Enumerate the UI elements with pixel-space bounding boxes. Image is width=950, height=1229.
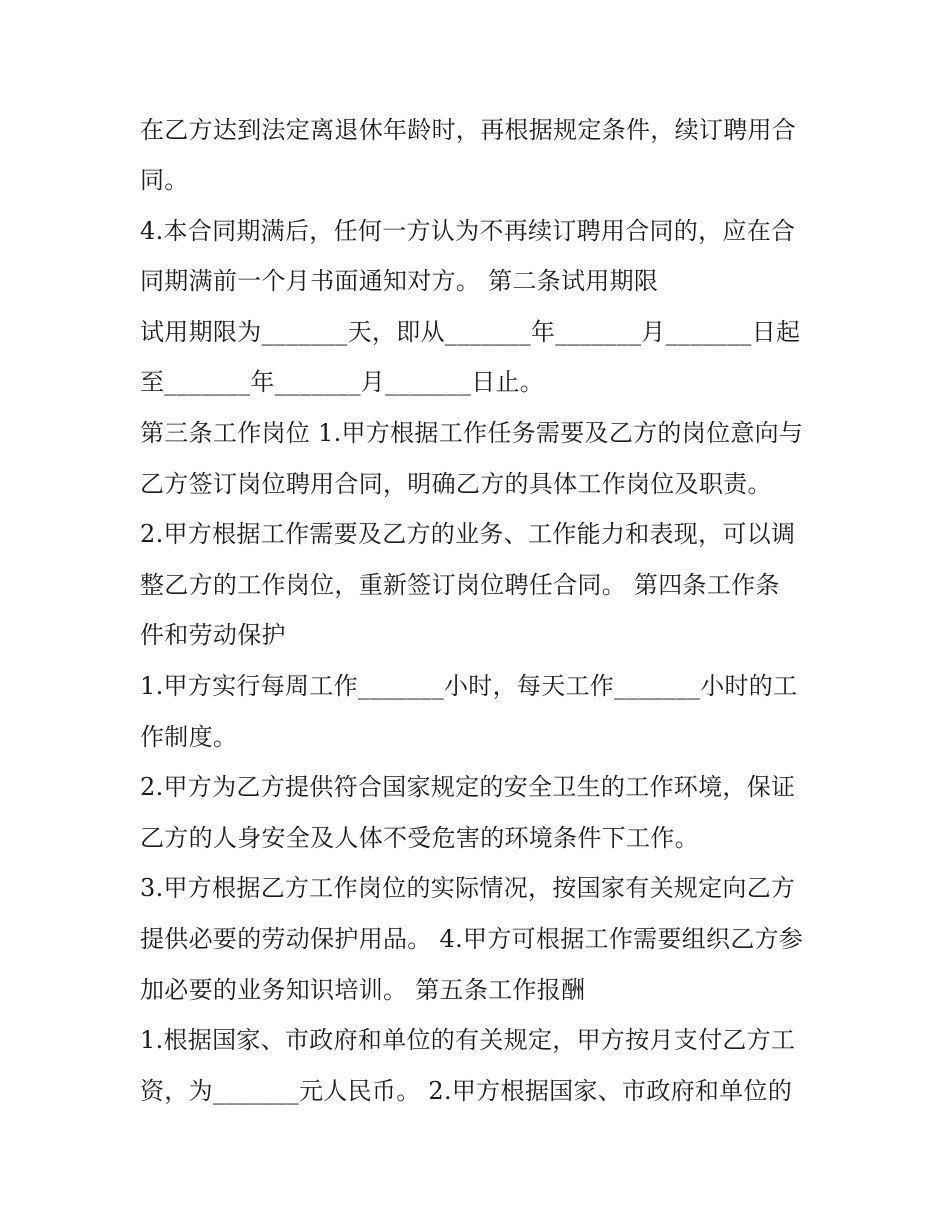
text-line-5: 试用期限为_______天，即从_______年_______月_______日起	[140, 318, 801, 346]
text-line-8: 乙方签订岗位聘用合同，明确乙方的具体工作岗位及职责。	[140, 470, 772, 498]
text-line-12: 1.甲方实行每周工作_______小时，每天工作_______小时的工	[140, 672, 798, 700]
text-line-6: 至_______年_______月_______日止。	[140, 368, 545, 396]
text-line-9: 2.甲方根据工作需要及乙方的业务、工作能力和表现，可以调	[140, 520, 796, 548]
text-line-4: 同期满前一个月书面通知对方。 第二条试用期限	[140, 267, 659, 295]
text-line-7: 第三条工作岗位 1.甲方根据工作任务需要及乙方的岗位意向与	[140, 419, 804, 447]
text-line-14: 2.甲方为乙方提供符合国家规定的安全卫生的工作环境，保证	[140, 773, 796, 801]
text-line-15: 乙方的人身安全及人体不受危害的环境条件下工作。	[140, 824, 699, 852]
text-line-10: 整乙方的工作岗位，重新签订岗位聘任合同。 第四条工作条	[140, 571, 780, 599]
text-line-17: 提供必要的劳动保护用品。 4.甲方可根据工作需要组织乙方参	[140, 925, 804, 953]
text-line-13: 作制度。	[140, 723, 238, 751]
text-line-18: 加必要的业务知识培训。 第五条工作报酬	[140, 976, 586, 1004]
text-line-11: 件和劳动保护	[140, 621, 286, 649]
text-line-3: 4.本合同期满后，任何一方认为不再续订聘用合同的，应在合	[140, 217, 796, 245]
text-line-1: 在乙方达到法定离退休年龄时，再根据规定条件，续订聘用合	[140, 116, 797, 144]
text-line-20: 资，为_______元人民币。 2.甲方根据国家、市政府和单位的	[140, 1077, 793, 1105]
text-line-16: 3.甲方根据乙方工作岗位的实际情况，按国家有关规定向乙方	[140, 874, 796, 902]
text-line-2: 同。	[140, 166, 189, 194]
text-line-19: 1.根据国家、市政府和单位的有关规定，甲方按月支付乙方工	[140, 1026, 796, 1054]
